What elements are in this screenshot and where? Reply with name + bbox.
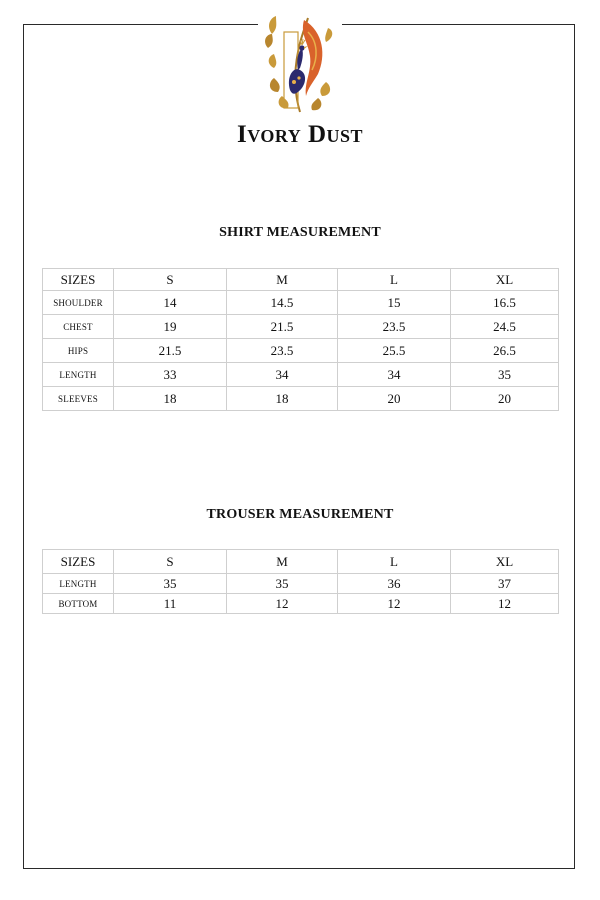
table-cell: 11	[114, 594, 227, 614]
table-cell: 25.5	[338, 339, 451, 363]
table-row	[43, 387, 559, 411]
trouser-measurement-table	[42, 549, 559, 614]
table-cell: 20	[451, 387, 559, 411]
column-header: S	[114, 269, 227, 291]
column-header: SIZES	[43, 269, 114, 291]
column-header: XL	[451, 269, 559, 291]
table-row	[43, 339, 559, 363]
column-header: M	[227, 269, 338, 291]
brand-name: Ivory Dust	[236, 121, 364, 148]
table-row	[43, 363, 559, 387]
table-cell: 14	[114, 291, 227, 315]
row-label: HIPS	[43, 339, 114, 363]
table-cell: 21.5	[227, 315, 338, 339]
row-label: CHEST	[43, 315, 114, 339]
table-cell: 37	[451, 574, 559, 594]
ivory-dust-logo-icon	[264, 12, 336, 116]
row-label: SLEEVES	[43, 387, 114, 411]
table-row	[43, 315, 559, 339]
column-header: SIZES	[43, 550, 114, 574]
table-cell: 26.5	[451, 339, 559, 363]
table-cell: 16.5	[451, 291, 559, 315]
column-header: S	[114, 550, 227, 574]
column-header: L	[338, 269, 451, 291]
table-cell: 35	[227, 574, 338, 594]
row-label: BOTTOM	[43, 594, 114, 614]
row-label: LENGTH	[43, 574, 114, 594]
shirt-section-title: SHIRT MEASUREMENT	[219, 225, 381, 240]
column-header: M	[227, 550, 338, 574]
table-cell: 34	[338, 363, 451, 387]
table-cell: 15	[338, 291, 451, 315]
column-header: L	[338, 550, 451, 574]
table-cell: 19	[114, 315, 227, 339]
row-label: SHOULDER	[43, 291, 114, 315]
column-header: XL	[451, 550, 559, 574]
table-cell: 35	[114, 574, 227, 594]
table-header-row	[43, 550, 559, 574]
table-cell: 36	[338, 574, 451, 594]
table-header-row	[43, 269, 559, 291]
table-cell: 12	[451, 594, 559, 614]
table-cell: 23.5	[227, 339, 338, 363]
table-cell: 23.5	[338, 315, 451, 339]
table-row	[43, 594, 559, 614]
row-label: LENGTH	[43, 363, 114, 387]
table-cell: 18	[114, 387, 227, 411]
table-cell: 12	[338, 594, 451, 614]
table-cell: 34	[227, 363, 338, 387]
trouser-section-title: TROUSER MEASUREMENT	[206, 507, 394, 522]
page-frame	[23, 24, 575, 869]
table-cell: 20	[338, 387, 451, 411]
table-cell: 35	[451, 363, 559, 387]
table-cell: 12	[227, 594, 338, 614]
table-cell: 24.5	[451, 315, 559, 339]
table-cell: 14.5	[227, 291, 338, 315]
table-cell: 21.5	[114, 339, 227, 363]
shirt-measurement-table	[42, 268, 559, 411]
table-cell: 18	[227, 387, 338, 411]
table-cell: 33	[114, 363, 227, 387]
table-row	[43, 574, 559, 594]
table-row	[43, 291, 559, 315]
